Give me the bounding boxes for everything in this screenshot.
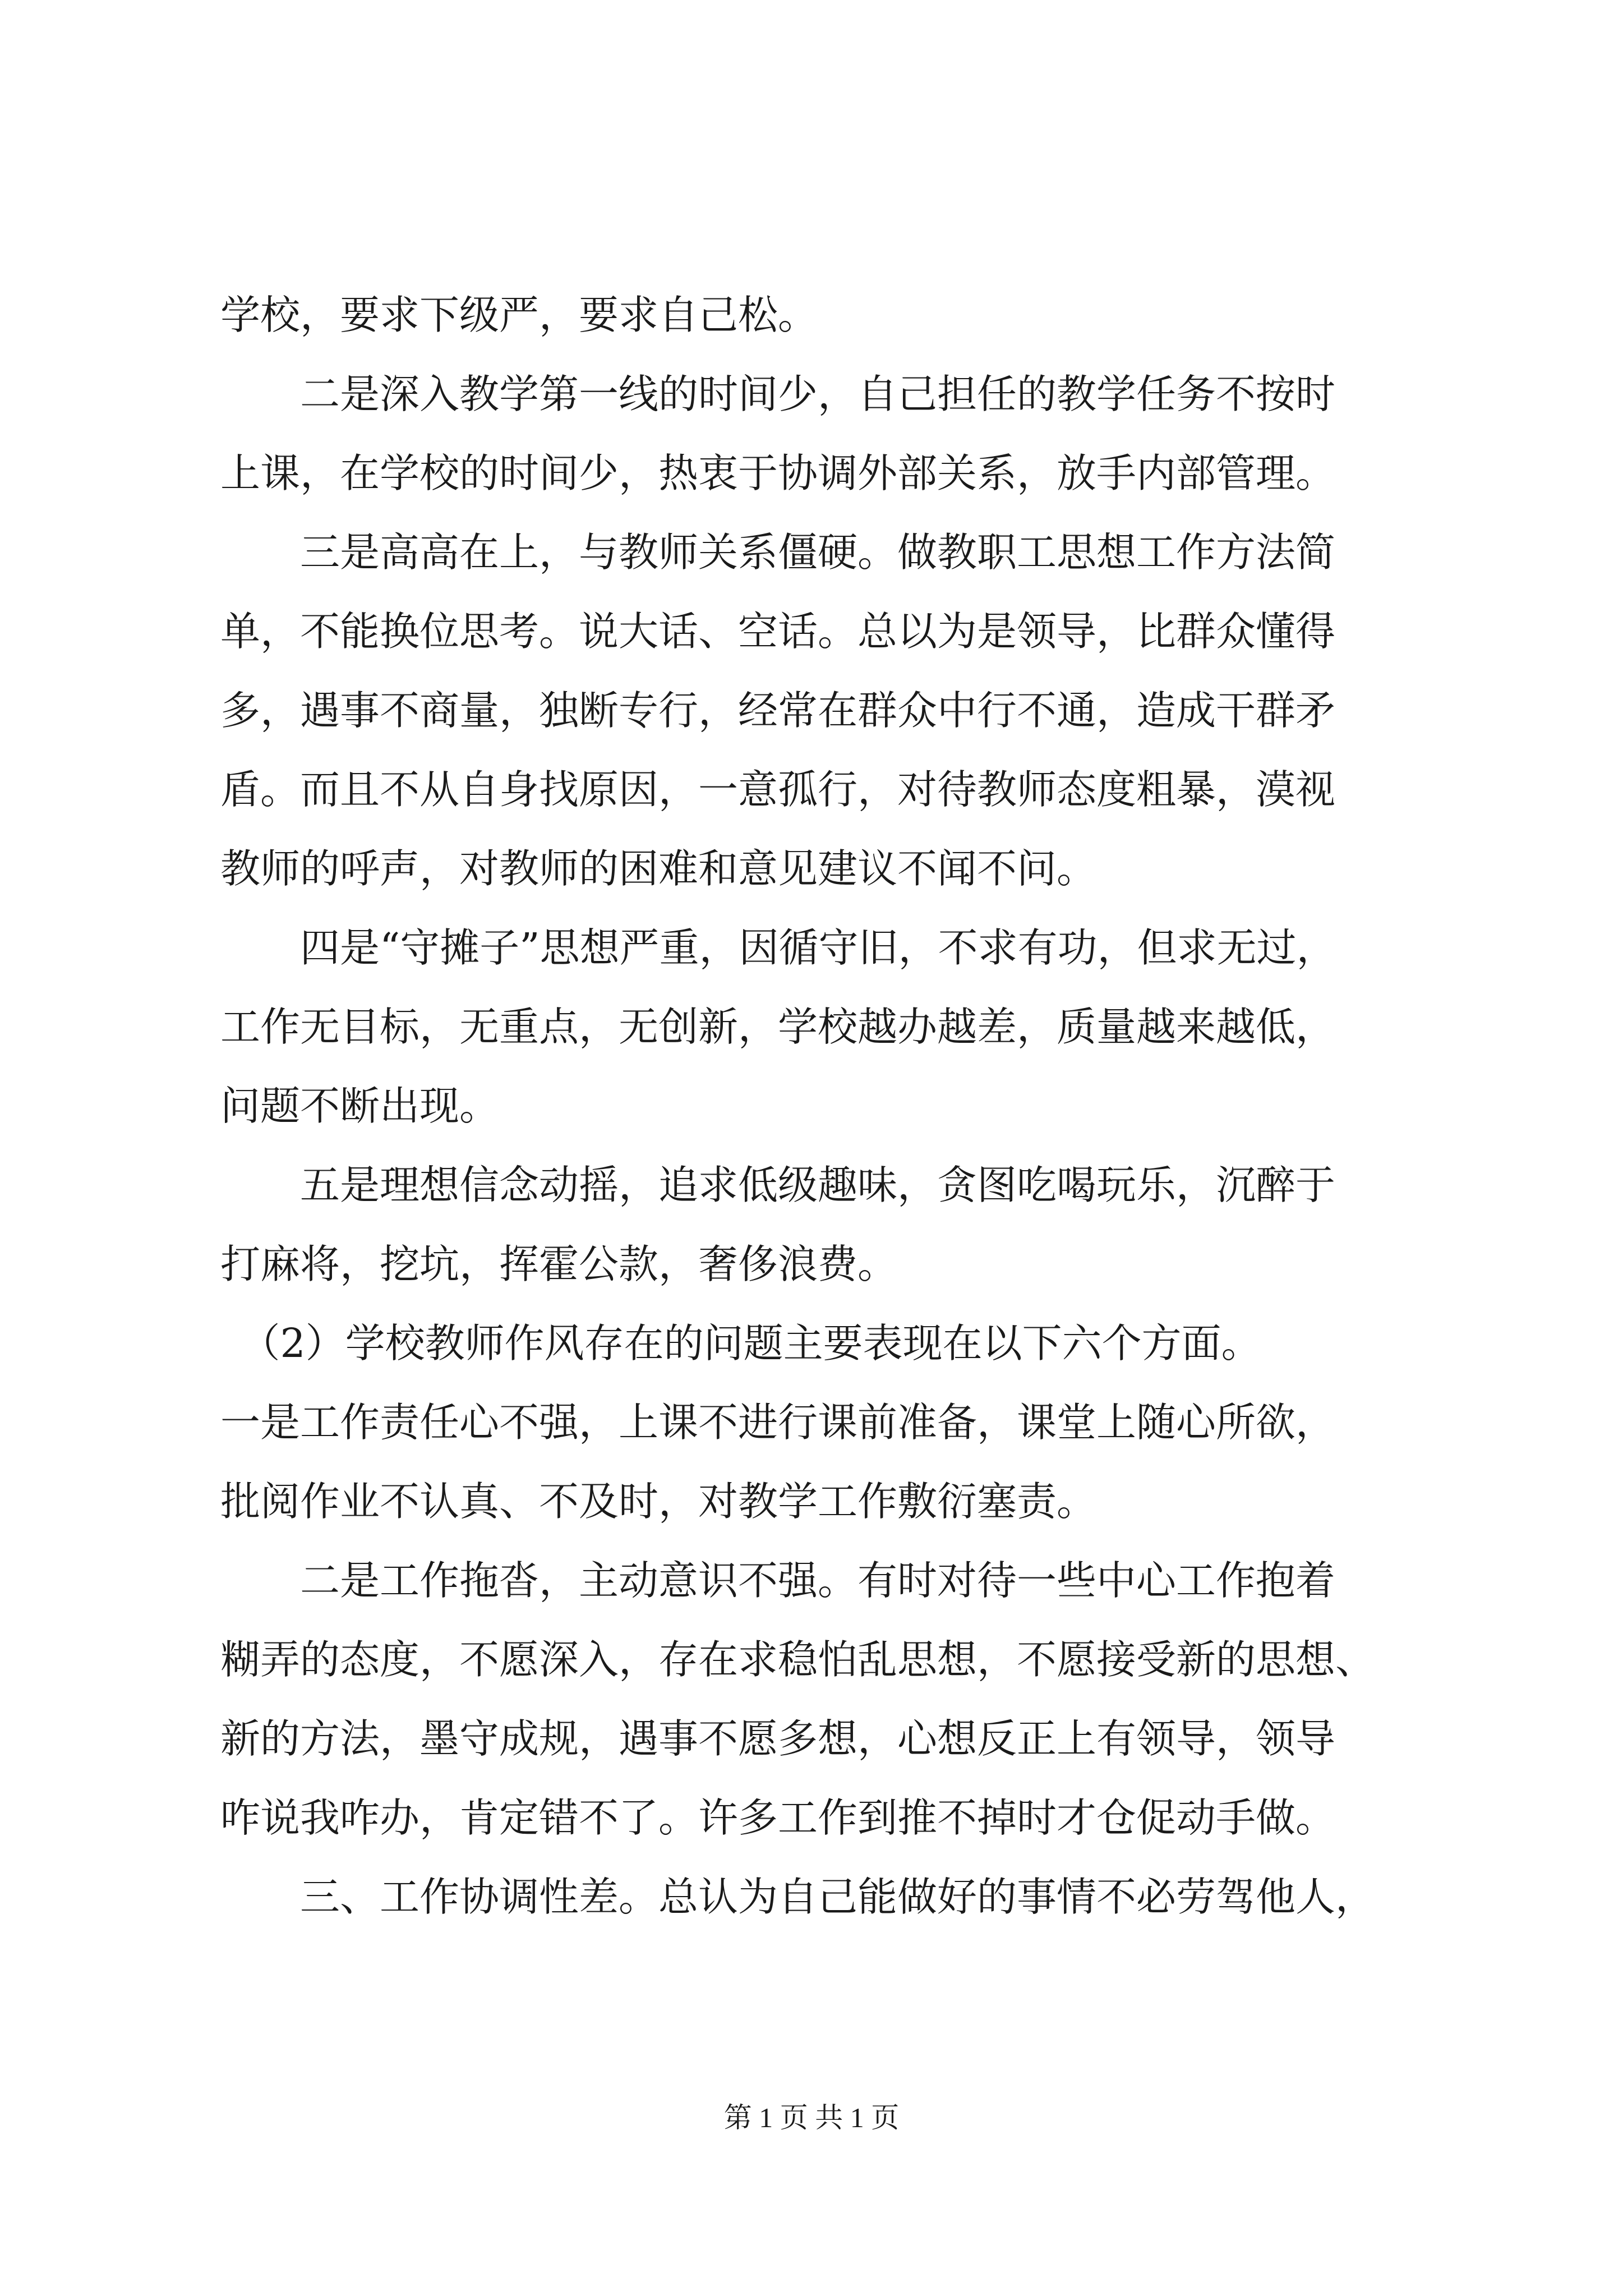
text-line-4: 三是高高在上，与教师关系僵硬。做教职工思想工作方法简 — [220, 529, 1336, 576]
text-line-18: 糊弄的态度，不愿深入，存在求稳怕乱思想，不愿接受新的思想、 — [220, 1636, 1376, 1683]
text-line-20: 咋说我咋办，肯定错不了。许多工作到推不掉时才仓促动手做。 — [220, 1795, 1336, 1841]
text-line-5: 单，不能换位思考。说大话、空话。总以为是领导，比群众懂得 — [220, 608, 1336, 655]
text-line-1: 学校，要求下级严，要求自己松。 — [220, 292, 818, 338]
text-line-13: 打麻将，挖坑，挥霍公款，奢侈浪费。 — [220, 1241, 898, 1287]
text-line-6: 多，遇事不商量，独断专行，经常在群众中行不通，造成干群矛 — [220, 687, 1336, 734]
text-line-15: 一是工作责任心不强，上课不进行课前准备，课堂上随心所欲， — [220, 1399, 1336, 1446]
text-line-3: 上课，在学校的时间少，热衷于协调外部关系，放手内部管理。 — [220, 450, 1336, 496]
text-line-14: （2）学校教师作风存在的问题主要表现在以下六个方面。 — [220, 1320, 1261, 1366]
text-line-8: 教师的呼声，对教师的困难和意见建议不闻不问。 — [220, 845, 1097, 892]
page-footer: 第 1 页 共 1 页 — [723, 2102, 900, 2133]
text-line-9: 四是“守摊子”思想严重，因循守旧，不求有功，但求无过， — [220, 924, 1336, 971]
text-line-11: 问题不断出现。 — [220, 1083, 500, 1129]
text-line-19: 新的方法，墨守成规，遇事不愿多想，心想反正上有领导，领导 — [220, 1715, 1336, 1762]
text-line-17: 二是工作拖沓，主动意识不强。有时对待一些中心工作抱着 — [220, 1557, 1336, 1604]
text-line-21: 三、工作协调性差。总认为自己能做好的事情不必劳驾他人， — [220, 1874, 1376, 1920]
text-line-16: 批阅作业不认真、不及时，对教学工作敷衍塞责。 — [220, 1478, 1097, 1525]
text-line-12: 五是理想信念动摇，追求低级趣味，贪图吃喝玩乐，沉醉于 — [220, 1162, 1336, 1208]
text-line-2: 二是深入教学第一线的时间少，自己担任的教学任务不按时 — [220, 371, 1336, 417]
text-line-7: 盾。而且不从自身找原因，一意孤行，对待教师态度粗暴，漠视 — [220, 766, 1336, 813]
text-line-10: 工作无目标，无重点，无创新，学校越办越差，质量越来越低， — [220, 1004, 1336, 1050]
